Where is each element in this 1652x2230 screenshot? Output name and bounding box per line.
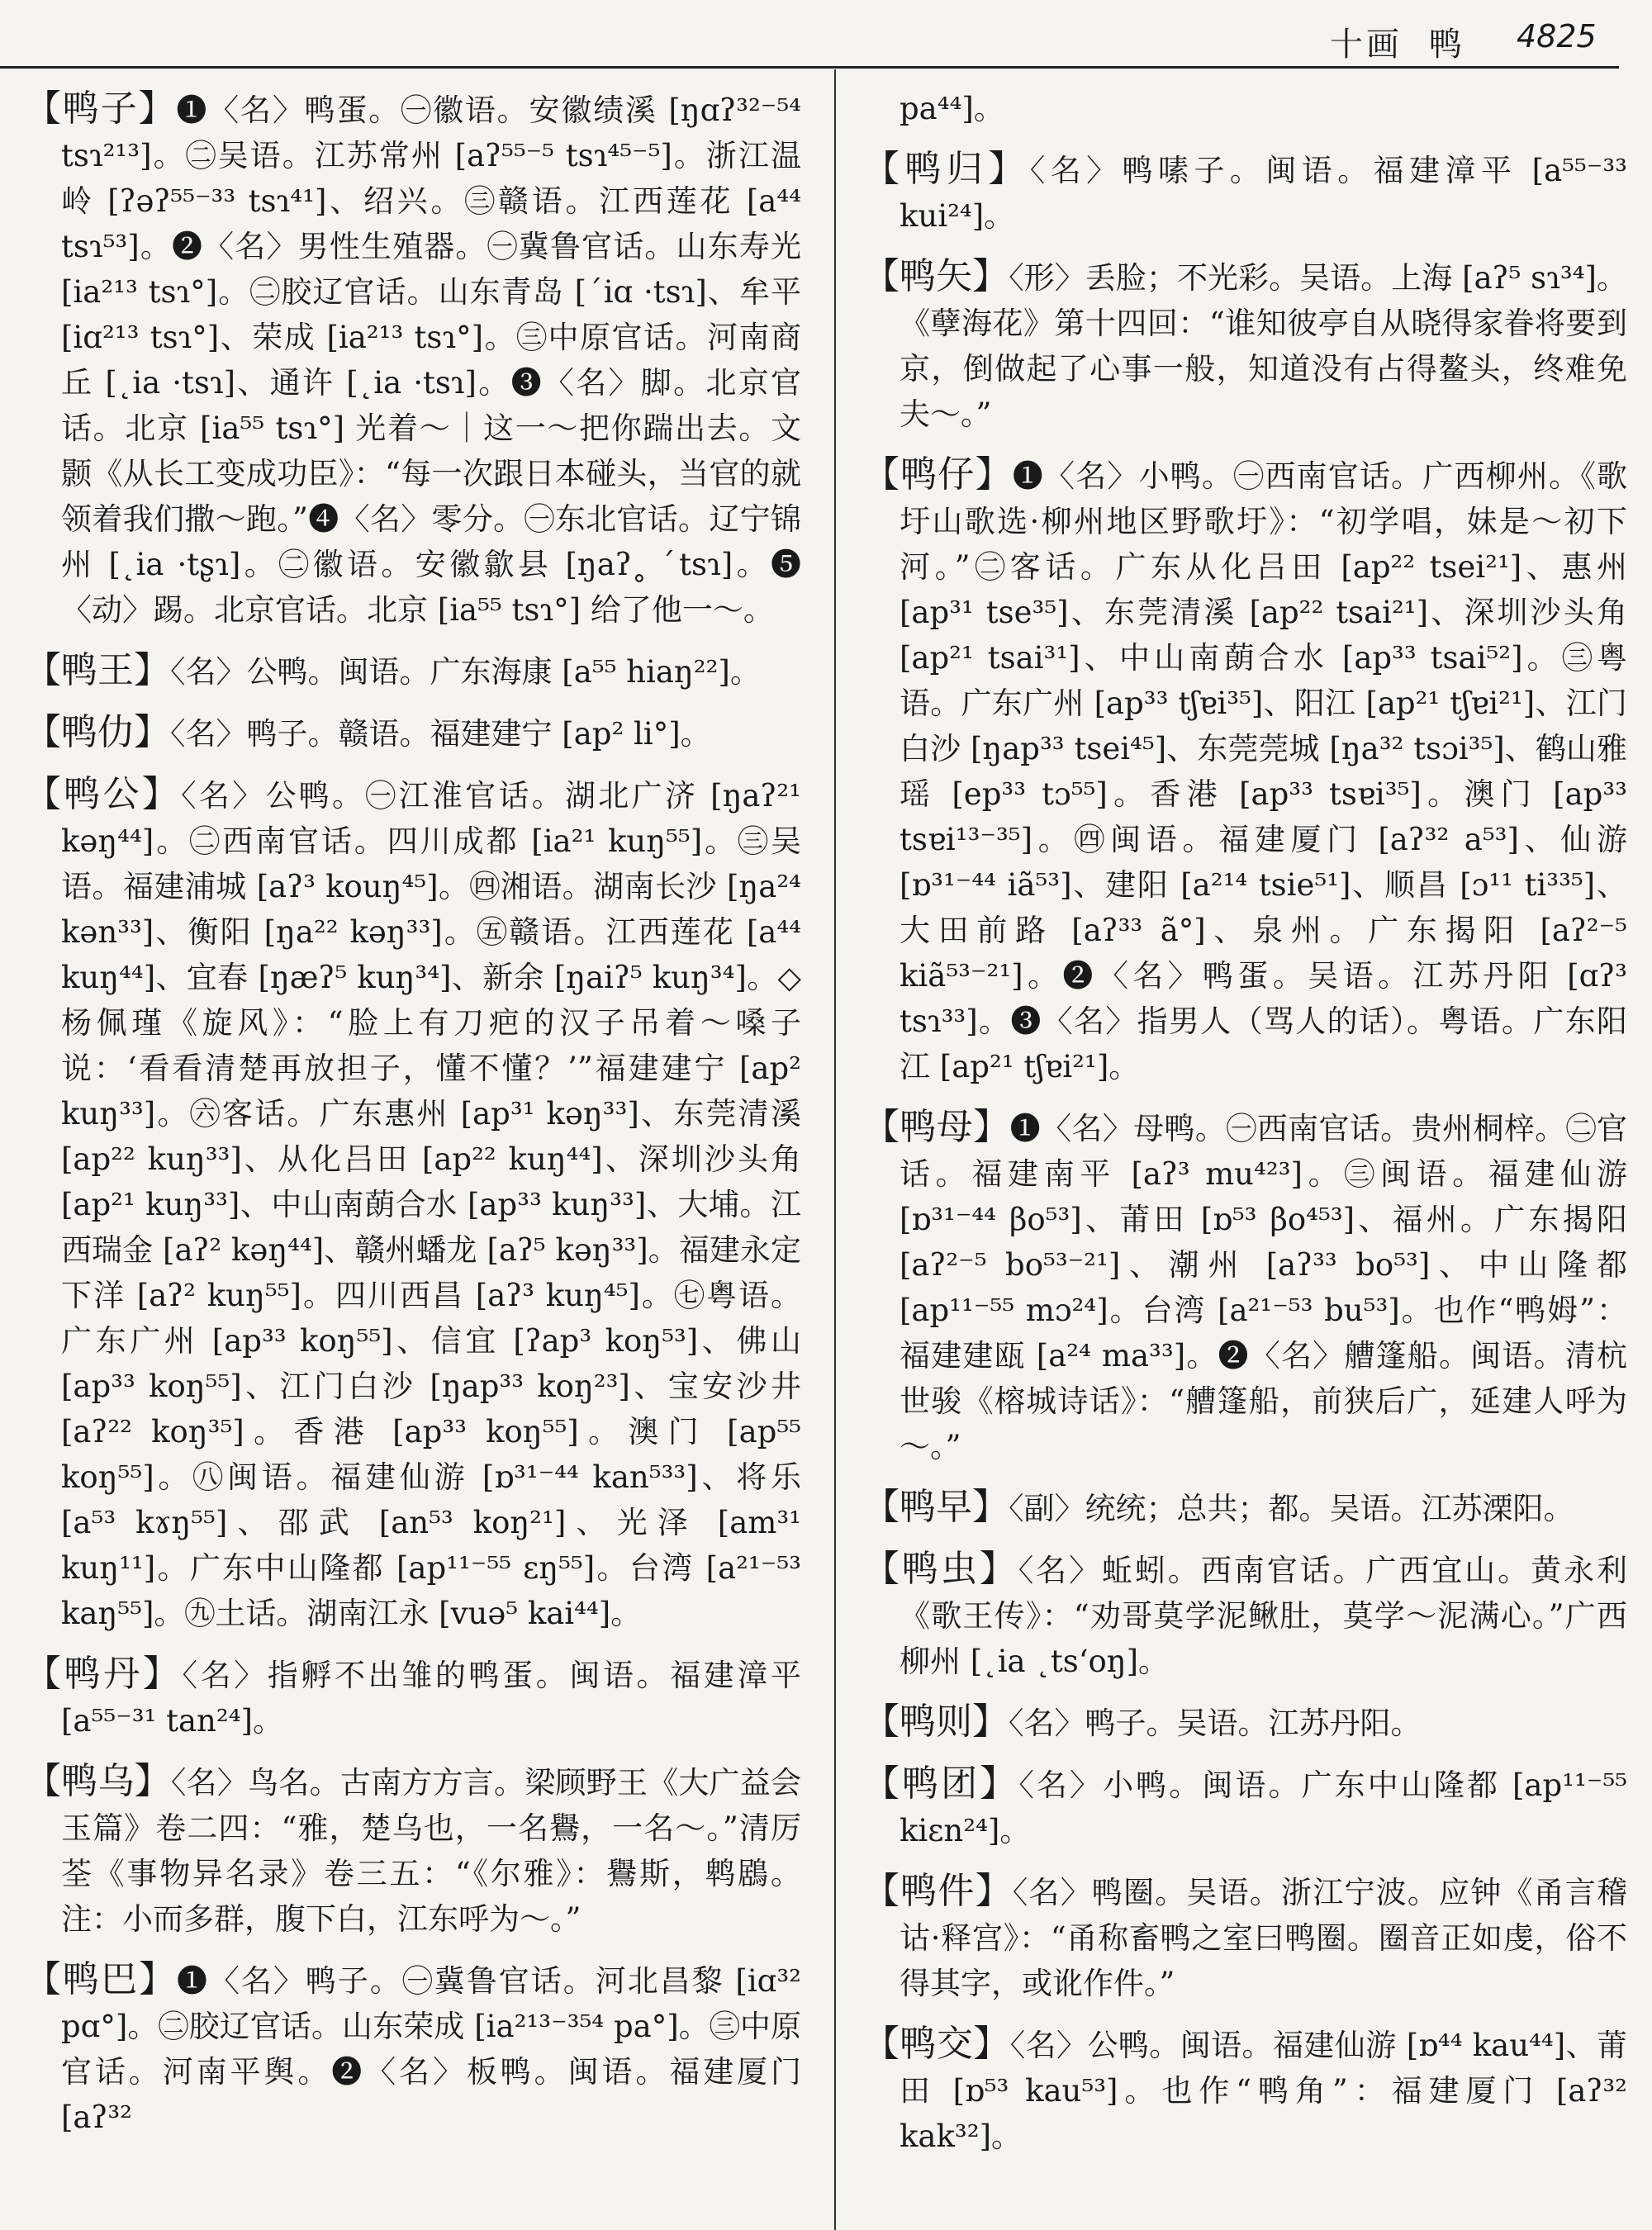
right-column	[863, 86, 1627, 2221]
entry-headword: 【鸭团】	[863, 1763, 1019, 1805]
entry-definition: 〈名〉公鸭。㊀江淮官话。湖北广济 [ŋaʔ²¹ kəŋ⁴⁴]。㊁西南官话。四川成都 [ia²¹ kuŋ⁵⁵]。㊂吴语。福建浦城 [aʔ³ kouŋ⁴⁵]。㊃湘语。湖南长沙 [ŋa²⁴ kən³³]、衡阳 [ŋa²² kəŋ³³]。㊄赣语。江西莲花 [a⁴⁴ kuŋ⁴⁴]、宜春 [ŋæʔ⁵ kuŋ³⁴]、新余 [ŋaiʔ⁵ kuŋ³⁴]。◇杨佩瑾《旋风》：“脸上有刀疤的汉子吊着～嗓子说：‘看看清楚再放担子，懂不懂？’”福建建宁 [ap² kuŋ³³]。㊅客话。广东惠州 [ap³¹ kəŋ³³]、东莞清溪 [ap²² kuŋ³³]、从化吕田 [ap²² kuŋ⁴⁴]、深圳沙头角 [ap²¹ kuŋ³³]、中山南蓢合水 [ap³³ kuŋ³³]、大埔。江西瑞金 [aʔ² kəŋ⁴⁴]、赣州蟠龙 [aʔ⁵ kəŋ³³]。福建永定下洋 [aʔ² kuŋ⁵⁵]。四川西昌 [aʔ³ kuŋ⁴⁵]。㊆粤语。广东广州 [ap³³ koŋ⁵⁵]、信宜 [ʔap³ koŋ⁵³]、佛山 [ap³³ koŋ⁵⁵]、江门白沙 [ŋap³³ koŋ²³]、宝安沙井 [aʔ²² koŋ³⁵]。香港 [ap³³ koŋ⁵⁵]。澳门 [ap⁵⁵ koŋ⁵⁵]。㊇闽语。福建仙游 [ɒ³¹⁻⁴⁴ kan⁵³³]、将乐 [a⁵³ kɤŋ⁵⁵]、邵武 [an⁵³ koŋ²¹]、光泽 [am³¹ kuŋ¹¹]。广东中山隆都 [ap¹¹⁻⁵⁵ ɛŋ⁵⁵]。台湾 [a²¹⁻⁵³ kaŋ⁵⁵]。㊈土话。湖南江永 [vuə⁵ kai⁴⁴]。	[61, 778, 801, 1631]
page-header	[0, 0, 1652, 83]
entry-definition: 〈名〉公鸭。闽语。福建仙游 [ɒ⁴⁴ kau⁴⁴]、莆田 [ɒ⁵³ kau⁵³]。也作“鸭角”：福建厦门 [aʔ³² kak³²]。	[900, 2028, 1627, 2154]
entry-definition: ❶〈名〉母鸭。㊀西南官话。贵州桐梓。㊁官话。福建南平 [aʔ³ mu⁴²³]。㊂闽语。福建仙游 [ɒ³¹⁻⁴⁴ βo⁵³]、莆田 [ɒ⁵³ βo⁴⁵³]、福州。广东揭阳 [aʔ²⁻⁵ bo⁵³⁻²¹]、潮州 [aʔ³³ bo⁵³]、中山隆都 [ap¹¹⁻⁵⁵ mɔ²⁴]。台湾 [a²¹⁻⁵³ bu⁵³]。也作“鸭姆”：福建建瓯 [a²⁴ ma³³]。❷〈名〉艚篷船。闽语。清杭世骏《榕城诗话》：“艚篷船，前狭后广，延建人呼为～。”	[900, 1111, 1627, 1464]
entry-definition: 〈名〉鸟名。古南方方言。梁顾野王《大广益会玉篇》卷二四：“雅，楚乌也，一名鸒，一名～。”清厉荃《事物异名录》卷三五：“《尔雅》：鸒斯，鹎鶋。注：小而多群，腹下白，江东呼为～。”	[61, 1765, 801, 1937]
section-label: 十画	[1330, 26, 1403, 64]
entry-definition: 〈名〉公鸭。闽语。广东海康 [a⁵⁵ hiaŋ²²]。	[170, 654, 761, 690]
dictionary-entry	[863, 1484, 1627, 1531]
entry-headword: 【鸭王】	[25, 649, 170, 691]
entry-definition: 〈名〉小鸭。闽语。广东中山隆都 [ap¹¹⁻⁵⁵ kiɛn²⁴]。	[900, 1767, 1627, 1848]
entry-headword: 【鸭公】	[25, 773, 182, 815]
entry-definition: ❶〈名〉鸭蛋。㊀徽语。安徽绩溪 [ŋɑʔ³²⁻⁵⁴ tsɿ²¹³]。㊁吴语。江苏常州 [aʔ⁵⁵⁻⁵ tsɿ⁴⁵⁻⁵]。浙江温岭 [ʔəʔ⁵⁵⁻³³ tsɿ⁴¹]、绍兴。㊂赣语。江西莲花 [a⁴⁴ tsɿ⁵³]。❷〈名〉男性生殖器。㊀冀鲁官话。山东寿光 [ia²¹³ tsɿ°]。㊁胶辽官话。山东青岛 [ˊiɑ ·tsɿ]、牟平 [iɑ²¹³ tsɿ°]、荣成 [ia²¹³ tsɿ°]。㊂中原官话。河南商丘 [˛ia ·tsɿ]、通许 [˛ia ·tsɿ]。❸〈名〉脚。北京官话。北京 [ia⁵⁵ tsɿ°] 光着～｜这一～把你踹出去。文颢《从长工变成功臣》：“每一次跟日本碰头，当官的就领着我们撒～跑。”❹〈名〉零分。㊀东北官话。辽宁锦州 [˛ia ·tʂɿ]。㊁徽语。安徽歙县 [ŋaʔ˳ ˊtsɿ]。❺〈动〉踢。北京官话。北京 [ia⁵⁵ tsɿ°] 给了他一～。	[61, 93, 801, 628]
dictionary-entry	[863, 1699, 1627, 1746]
entry-definition: 〈副〉统统；总共；都。吴语。江苏溧阳。	[1009, 1491, 1574, 1526]
entry-headword: 【鸭母】	[863, 1106, 1010, 1148]
left-column	[25, 86, 801, 2221]
entry-headword: 【鸭丹】	[25, 1653, 183, 1695]
entry-headword: 【鸭交】	[863, 2023, 1010, 2065]
entry-continuation: pa⁴⁴]。	[900, 91, 1004, 126]
dictionary-entry	[25, 86, 801, 633]
entry-headword: 【鸭早】	[863, 1486, 1009, 1528]
entry-headword: 【鸭仂】	[25, 711, 170, 753]
entry-headword: 【鸭子】	[25, 88, 177, 130]
dictionary-entry	[25, 648, 801, 695]
dictionary-entry	[25, 1651, 801, 1744]
dictionary-entry	[863, 1761, 1627, 1853]
entry-headword: 【鸭则】	[863, 1701, 1009, 1743]
header-rule	[0, 66, 1619, 69]
entry-headword: 【鸭乌】	[25, 1760, 171, 1802]
column-divider	[834, 69, 836, 2230]
dictionary-entry	[863, 1104, 1627, 1469]
entry-headword: 【鸭巴】	[25, 1958, 177, 2000]
entry-headword: 【鸭仔】	[863, 453, 1013, 496]
dictionary-entry	[863, 2021, 1627, 2159]
dictionary-entry	[863, 1546, 1627, 1684]
entry-definition: 〈形〉丢脸；不光彩。吴语。上海 [aʔ⁵ sɿ³⁴]。《孽海花》第十四回：“谁知彼亭自从晓得家眷将要到京，倒做起了心事一般，知道没有占得鳌头，终难免夫～。”	[900, 260, 1627, 432]
dictionary-entry	[25, 771, 801, 1636]
page-number: 4825	[1517, 18, 1597, 55]
dictionary-entry	[25, 709, 801, 757]
entry-definition: 〈名〉鸭子。吴语。江苏丹阳。	[1009, 1706, 1422, 1741]
entry-headword: 【鸭矢】	[863, 255, 1009, 297]
entry-headword: 【鸭虫】	[863, 1548, 1018, 1590]
dictionary-entry	[863, 146, 1627, 239]
entry-definition: ❶〈名〉小鸭。㊀西南官话。广西柳州。《歌圩山歌选·柳州地区野歌圩》：“初学唱，妹是～初下河。”㊁客话。广东从化吕田 [ap²² tsei²¹]、惠州 [ap³¹ tse³⁵]、东莞清溪 [ap²² tsai²¹]、深圳沙头角 [ap²¹ tsai³¹]、中山南蓢合水 [ap³³ tsai⁵²]。㊂粤语。广东广州 [ap³³ tʃɐi³⁵]、阳江 [ap²¹ tʃɐi²¹]、江门白沙 [ŋap³³ tsei⁴⁵]、东莞莞城 [ŋa³² tsɔi³⁵]、鹤山雅瑶 [ep³³ tɔ⁵⁵]。香港 [ap³³ tsɐi³⁵]。澳门 [ap³³ tsɐi¹³⁻³⁵]。㊃闽语。福建厦门 [aʔ³² a⁵³]、仙游 [ɒ³¹⁻⁴⁴ iã⁵³]、建阳 [a²¹⁴ tsie⁵¹]、顺昌 [ɔ¹¹ ti³³⁵]、大田前路 [aʔ³³ ã°]、泉州。广东揭阳 [aʔ²⁻⁵ kiã⁵³⁻²¹]。❷〈名〉鸭蛋。吴语。江苏丹阳 [ɑʔ³ tsɿ³³]。❸〈名〉指男人（骂人的话）。粤语。广东阳江 [ap²¹ tʃɐi²¹]。	[900, 458, 1627, 1084]
entry-definition: 〈名〉鸭圈。吴语。浙江宁波。应钟《甬言稽诂·释宫》：“甬称畜鸭之室曰鸭圈。圈音正如虔，俗不得其字，或讹作件。”	[900, 1875, 1627, 2001]
entry-definition: ❶〈名〉鸭子。㊀冀鲁官话。河北昌黎 [iɑ³² pɑ°]。㊁胶辽官话。山东荣成 [ia²¹³⁻³⁵⁴ pa°]。㊂中原官话。河南平舆。❷〈名〉板鸭。闽语。福建厦门 [aʔ³²	[61, 1963, 801, 2135]
dictionary-entry	[863, 1868, 1627, 2006]
dictionary-entry	[863, 254, 1627, 437]
dictionary-entry	[25, 1957, 801, 2140]
entry-headword: 【鸭归】	[863, 148, 1030, 190]
header-character: 鸭	[1429, 26, 1462, 64]
dictionary-entry	[25, 1758, 801, 1942]
entry-definition: 〈名〉鸭子。赣语。福建建宁 [ap² li°]。	[170, 716, 711, 752]
entry-definition: 〈名〉鸭嗉子。闽语。福建漳平 [a⁵⁵⁻³³ kui²⁴]。	[900, 153, 1627, 234]
dictionary-entry	[863, 452, 1627, 1089]
entry-definition: 〈名〉指孵不出雏的鸭蛋。闽语。福建漳平 [a⁵⁵⁻³¹ tan²⁴]。	[61, 1658, 801, 1739]
entry-headword: 【鸭件】	[863, 1870, 1013, 1912]
entry-definition: 〈名〉蚯蚓。西南官话。广西宜山。黄永利《歌王传》：“劝哥莫学泥鳅肚，莫学～泥满心。”广西柳州 [˛ia ˛tsʻoŋ]。	[900, 1553, 1627, 1679]
